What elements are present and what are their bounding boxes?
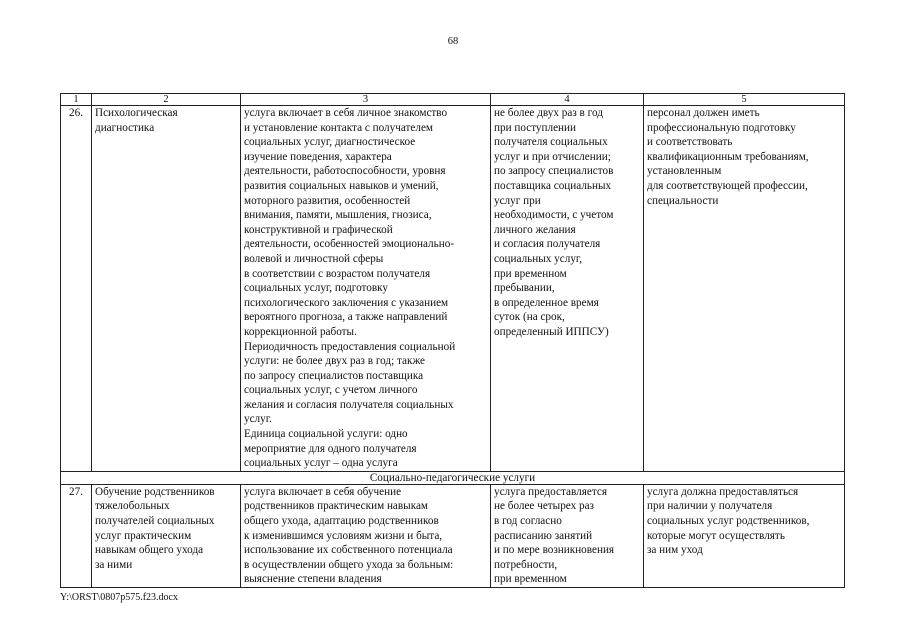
service-name-cell <box>92 484 241 587</box>
text-line: желания и согласия получателя социальных <box>244 398 454 411</box>
text-line: услуги: не более двух раз в год; также <box>244 355 425 368</box>
text-line: диагностика <box>95 121 155 134</box>
text-line: которые могут осуществлять <box>647 529 785 542</box>
text-line: услуга должна предоставляться <box>647 485 799 498</box>
text-line: и по мере возникновения <box>494 544 615 557</box>
service-conditions-cell <box>644 106 845 472</box>
column-number-4: 4 <box>491 94 644 106</box>
text-line: общего ухода, адаптацию родственников <box>244 515 439 528</box>
service-terms-cell <box>491 484 644 587</box>
text-line: социальных услуг, <box>494 252 583 265</box>
text-line: психологического заключения с указанием <box>244 296 449 309</box>
text-line: навыкам общего ухода <box>95 544 204 557</box>
text-line: использование их собственного потенциала <box>244 544 453 557</box>
text-line: деятельности, особенностей эмоционально- <box>244 238 455 251</box>
service-content-cell <box>241 484 491 587</box>
section-header-row <box>61 471 845 484</box>
text-line: за ним уход <box>647 544 703 557</box>
text-line: и установление контакта с получателем <box>244 121 434 134</box>
text-line: коррекционной работы. <box>244 325 357 338</box>
text-line: социальных услуг – одна услуга <box>244 457 398 470</box>
text-line: мероприятие для одного получателя <box>244 442 417 455</box>
text-line: социальных услуг родственников, <box>647 515 810 528</box>
service-terms-cell <box>491 106 644 472</box>
text-line: услуг и при отчислении; <box>494 150 611 163</box>
text-line: личного желания <box>494 223 576 236</box>
text-line: Единица социальной услуги: одно <box>244 428 408 441</box>
service-name-cell <box>92 106 241 472</box>
text-line: родственников практическим навыкам <box>244 500 429 513</box>
service-content-cell <box>241 106 491 472</box>
text-line: Обучение родственников <box>95 485 215 498</box>
text-line: установленным <box>647 165 722 178</box>
text-line: расписанию занятий <box>494 529 593 542</box>
text-line: специальности <box>647 194 719 207</box>
text-line: услуга включает в себя личное знакомство <box>244 107 448 119</box>
text-line: Психологическая <box>95 107 178 119</box>
text-line: потребности, <box>494 558 558 571</box>
text-line: определенный ИППСУ) <box>494 325 609 338</box>
text-line: получателей социальных <box>95 515 215 528</box>
text-line: моторного развития, особенностей <box>244 194 411 207</box>
text-line: пребывании, <box>494 282 555 295</box>
text-line: деятельности, работоспособности, уровня <box>244 165 446 178</box>
text-line: в определенное время <box>494 296 599 309</box>
column-number-3: 3 <box>241 94 491 106</box>
text-line: волевой и личностной сферы <box>244 252 384 265</box>
text-line: услуг практическим <box>95 529 192 542</box>
column-number-2: 2 <box>92 94 241 106</box>
text-line: развития социальных навыков и умений, <box>244 179 439 192</box>
text-line: получателя социальных <box>494 136 608 149</box>
table-row-26 <box>61 106 845 472</box>
text-line: изучение поведения, характера <box>244 150 392 163</box>
section-title: Социально-педагогические услуги <box>61 471 845 484</box>
text-line: в год согласно <box>494 515 562 528</box>
text-line: к изменившимся условиям жизни и быта, <box>244 529 443 542</box>
text-line: и соответствовать <box>647 136 733 149</box>
table-row-27 <box>61 484 845 587</box>
text-line: не более двух раз в год <box>494 107 603 119</box>
text-line: социальных услуг, подготовку <box>244 282 389 295</box>
text-line: при временном <box>494 573 567 586</box>
text-line: за ними <box>95 558 133 571</box>
text-line: по запросу специалистов <box>494 165 614 178</box>
text-line: и согласия получателя <box>494 238 601 251</box>
text-line: поставщика социальных <box>494 179 612 192</box>
text-line: тяжелобольных <box>95 500 170 513</box>
column-number-1: 1 <box>61 94 92 106</box>
file-path-footer: Y:\ORST\0807p575.f23.docx <box>60 592 178 603</box>
text-line: вероятного прогноза, а также направлений <box>244 311 448 324</box>
text-line: квалификационным требованиям, <box>647 150 809 163</box>
text-line: социальных услуг, диагностическое <box>244 136 416 149</box>
text-line: услуг. <box>244 413 272 426</box>
page-number: 68 <box>447 36 459 47</box>
text-line: для соответствующей профессии, <box>647 179 808 192</box>
text-line: при поступлении <box>494 121 577 134</box>
column-number-row <box>61 94 845 106</box>
text-line: услуг при <box>494 194 541 207</box>
row-number: 27. <box>61 484 92 587</box>
text-line: при временном <box>494 267 567 280</box>
service-conditions-cell <box>644 484 845 587</box>
text-line: выяснение степени владения <box>244 573 382 586</box>
text-line: по запросу специалистов поставщика <box>244 369 424 382</box>
text-line: при наличии у получателя <box>647 500 773 513</box>
row-number: 26. <box>61 106 92 472</box>
text-line: не более четырех раз <box>494 500 594 513</box>
text-line: услуга включает в себя обучение <box>244 485 402 498</box>
text-line: суток (на срок, <box>494 311 565 324</box>
text-line: необходимости, с учетом <box>494 209 614 222</box>
text-line: в соответствии с возрастом получателя <box>244 267 431 280</box>
text-line: социальных услуг, с учетом личного <box>244 384 418 397</box>
text-line: персонал должен иметь <box>647 107 760 119</box>
text-line: услуга предоставляется <box>494 485 607 498</box>
text-line: Периодичность предоставления социальной <box>244 340 456 353</box>
text-line: внимания, памяти, мышления, гнозиса, <box>244 209 432 222</box>
text-line: конструктивной и графической <box>244 223 393 236</box>
column-number-5: 5 <box>644 94 845 106</box>
text-line: в осуществлении общего ухода за больным: <box>244 558 454 571</box>
services-table <box>60 93 845 588</box>
text-line: профессиональную подготовку <box>647 121 796 134</box>
